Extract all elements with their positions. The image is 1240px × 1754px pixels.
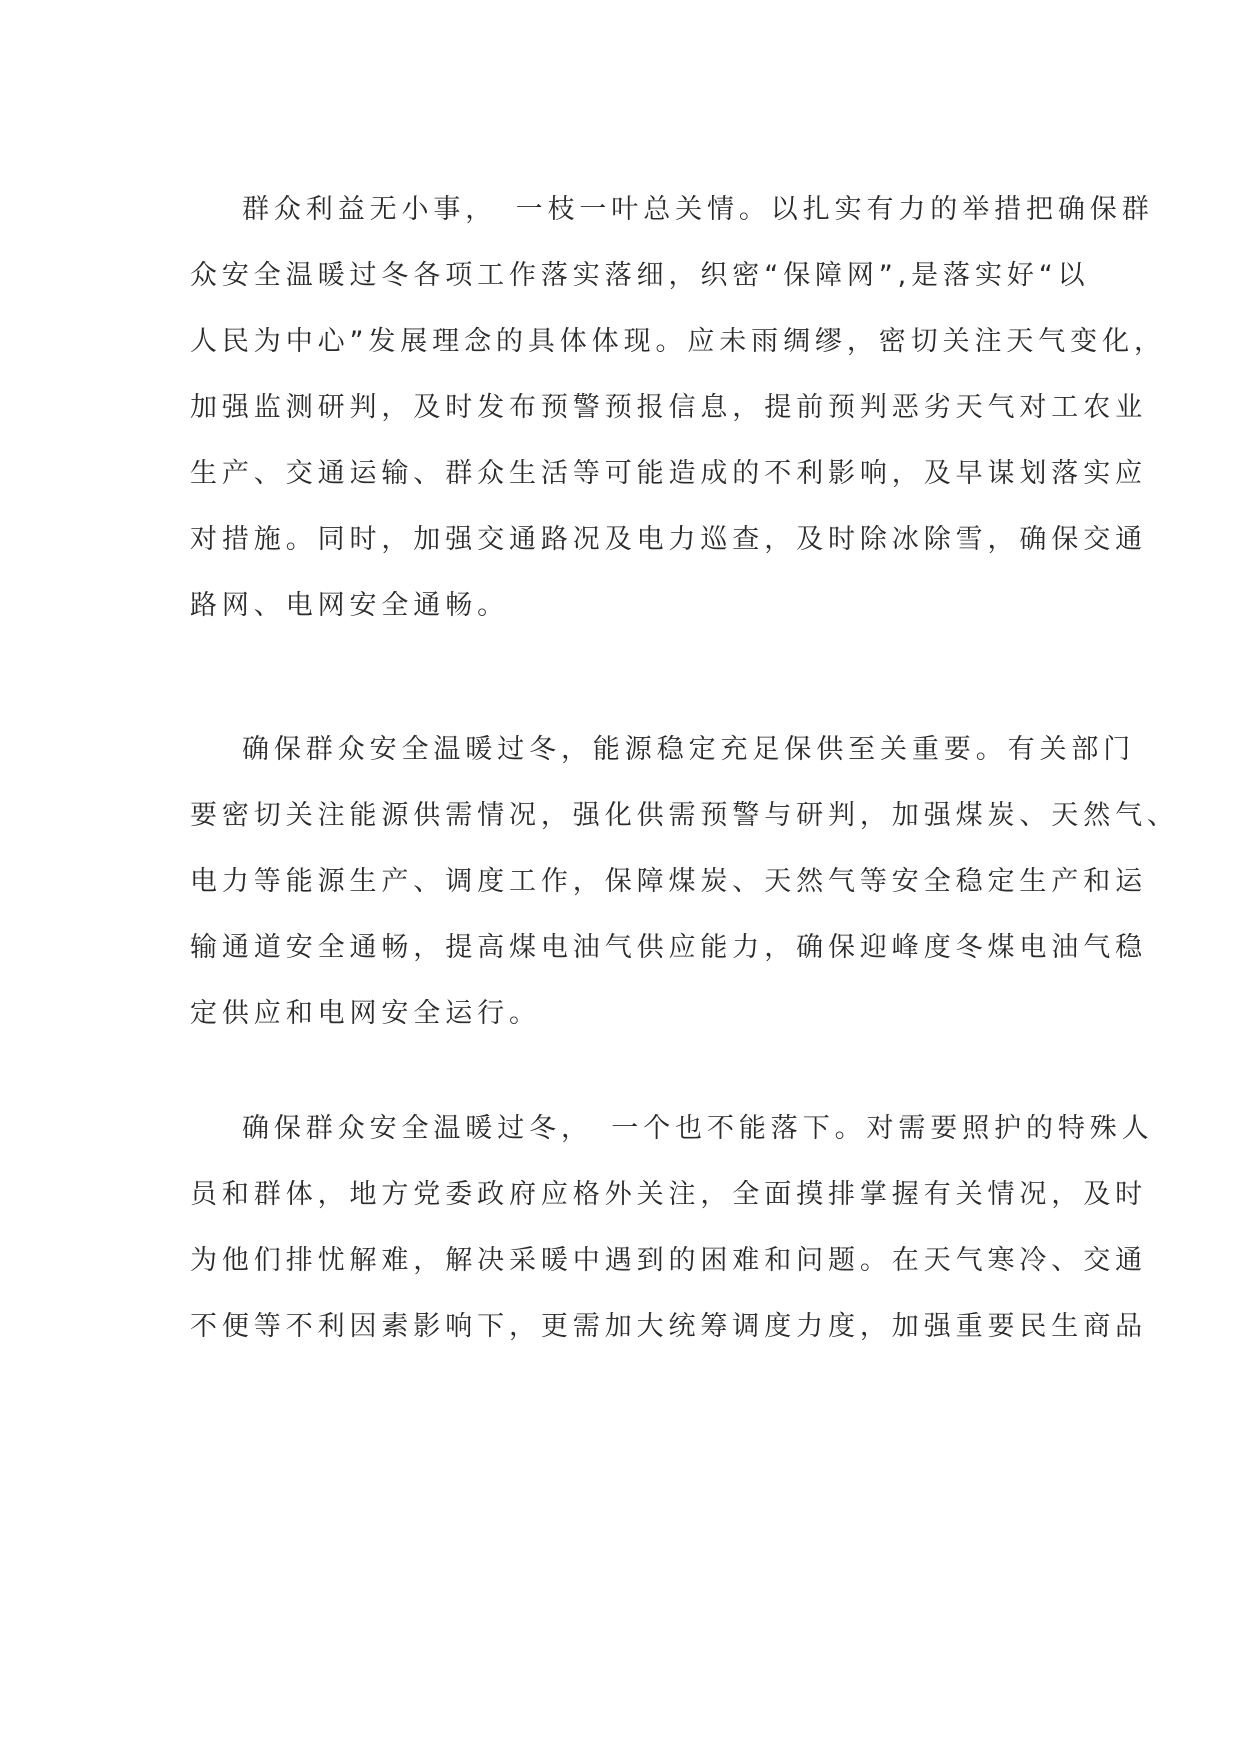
text-line: 为他们排忧解难，解决采暖中遇到的困难和问题。在天气寒冷、交通 — [190, 1245, 1147, 1276]
text-line: 员和群体，地方党委政府应格外关注，全面摸排掌握有关情况，及时 — [190, 1179, 1147, 1210]
paragraph-3 — [190, 1096, 1154, 1360]
text-line: 路网、电网安全通畅。 — [190, 590, 509, 621]
text-line: 定供应和电网安全运行。 — [190, 998, 541, 1029]
text-line: 生产、交通运输、群众生活等可能造成的不利影响，及早谋划落实应 — [190, 458, 1147, 489]
text-line: 确保群众安全温暖过冬， 一个也不能落下。对需要照护的特殊人 — [242, 1113, 1154, 1144]
text-line: 对措施。同时，加强交通路况及电力巡查，及时除冰除雪，确保交通 — [190, 524, 1147, 555]
text-line: 加强监测研判，及时发布预警预报信息，提前预判恶劣天气对工农业 — [190, 392, 1147, 423]
text-line: 群众利益无小事， 一枝一叶总关情。以扎实有力的举措把确保群 — [242, 194, 1154, 225]
text-line: 电力等能源生产、调度工作，保障煤炭、天然气等安全稳定生产和运 — [190, 866, 1147, 897]
paragraph-1 — [190, 177, 1166, 639]
text-line: 确保群众安全温暖过冬，能源稳定充足保供至关重要。有关部门 — [242, 734, 1136, 765]
paragraph-2 — [190, 717, 1179, 1047]
text-line: 不便等不利因素影响下，更需加大统筹调度力度，加强重要民生商品 — [190, 1311, 1147, 1342]
text-line: 众安全温暖过冬各项工作落实落细，织密“保障网”,是落实好“以 — [190, 260, 1090, 291]
text-line: 输通道安全通畅，提高煤电油气供应能力，确保迎峰度冬煤电油气稳 — [190, 932, 1147, 963]
text-line: 要密切关注能源供需情况，强化供需预警与研判，加强煤炭、天然气、 — [190, 800, 1179, 831]
text-line: 人民为中心”发展理念的具体体现。应未雨绸缪，密切关注天气变化， — [190, 326, 1166, 357]
